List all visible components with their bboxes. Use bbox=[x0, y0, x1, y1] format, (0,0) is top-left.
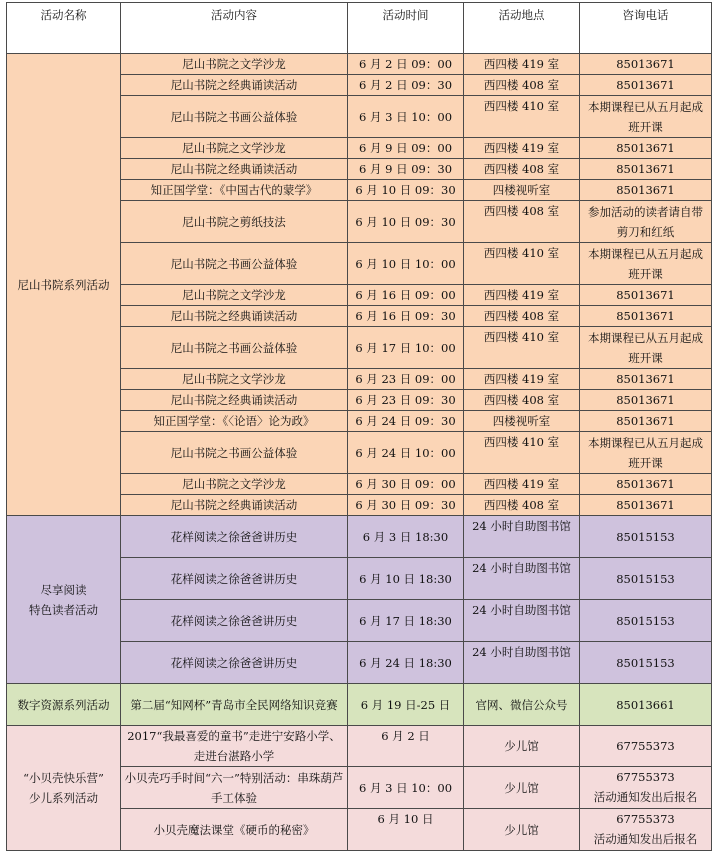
activity-content-cell: 第二届“知网杯”青岛市全民网络知识竞赛 bbox=[121, 684, 348, 726]
activity-content-cell: 花样阅读之徐爸爸讲历史 bbox=[121, 558, 348, 600]
activity-series-name: 尼山书院系列活动 bbox=[7, 54, 121, 516]
activity-content-cell: 花样阅读之徐爸爸讲历史 bbox=[121, 642, 348, 684]
activity-place-cell: 四楼视听室 bbox=[464, 411, 580, 432]
activity-place-cell: 西四楼 408 室 bbox=[464, 306, 580, 327]
activity-content-cell: 尼山书院之文学沙龙 bbox=[121, 138, 348, 159]
activity-series-name: 数字资源系列活动 bbox=[7, 684, 121, 726]
contact-phone-cell: 85013671 bbox=[580, 180, 712, 201]
activity-series-name: “小贝壳快乐营” 少儿系列活动 bbox=[7, 726, 121, 851]
activity-content-cell: 尼山书院之经典诵读活动 bbox=[121, 495, 348, 516]
activity-content-cell: 小贝壳魔法课堂《硬币的秘密》 bbox=[121, 809, 348, 851]
activity-place-cell: 西四楼 419 室 bbox=[464, 369, 580, 390]
contact-phone-cell: 85013671 bbox=[580, 285, 712, 306]
contact-phone-cell: 参加活动的读者请自带剪刀和红纸 bbox=[580, 201, 712, 243]
activity-time-cell: 6 月 19 日-25 日 bbox=[348, 684, 464, 726]
contact-phone-cell: 85013671 bbox=[580, 369, 712, 390]
activity-time-cell: 6 月 16 日 09：00 bbox=[348, 285, 464, 306]
activity-content-cell: 尼山书院之剪纸技法 bbox=[121, 201, 348, 243]
contact-phone-cell: 67755373 活动通知发出后报名 bbox=[580, 767, 712, 809]
activity-place-cell: 24 小时自助图书馆 bbox=[464, 600, 580, 642]
activity-place-cell: 西四楼 408 室 bbox=[464, 495, 580, 516]
activity-time-cell: 6 月 10 日 10：00 bbox=[348, 243, 464, 285]
activity-time-cell: 6 月 2 日 09：30 bbox=[348, 75, 464, 96]
contact-phone-cell: 85015153 bbox=[580, 642, 712, 684]
activity-place-cell: 西四楼 408 室 bbox=[464, 390, 580, 411]
activity-place-cell: 西四楼 419 室 bbox=[464, 474, 580, 495]
activity-place-cell: 少儿馆 bbox=[464, 809, 580, 851]
contact-phone-cell: 67755373 bbox=[580, 726, 712, 767]
activity-content-cell: 尼山书院之经典诵读活动 bbox=[121, 390, 348, 411]
activity-time-cell: 6 月 17 日 18:30 bbox=[348, 600, 464, 642]
activity-place-cell: 西四楼 410 室 bbox=[464, 432, 580, 474]
activity-content-cell: 知正国学堂：《〈论语〉论为政》 bbox=[121, 411, 348, 432]
contact-phone-cell: 本期课程已从五月起成班开课 bbox=[580, 432, 712, 474]
activity-content-cell: 尼山书院之文学沙龙 bbox=[121, 54, 348, 75]
activity-content-cell: 尼山书院之书画公益体验 bbox=[121, 96, 348, 138]
contact-phone-cell: 本期课程已从五月起成班开课 bbox=[580, 96, 712, 138]
contact-phone-cell: 85015153 bbox=[580, 558, 712, 600]
activity-time-cell: 6 月 24 日 09：30 bbox=[348, 411, 464, 432]
activity-place-cell: 西四楼 419 室 bbox=[464, 54, 580, 75]
activity-place-cell: 西四楼 408 室 bbox=[464, 159, 580, 180]
activity-content-cell: 花样阅读之徐爸爸讲历史 bbox=[121, 600, 348, 642]
activity-time-cell: 6 月 16 日 09：30 bbox=[348, 306, 464, 327]
activity-time-cell: 6 月 30 日 09：30 bbox=[348, 495, 464, 516]
contact-phone-cell: 85013671 bbox=[580, 75, 712, 96]
activity-place-cell: 24 小时自助图书馆 bbox=[464, 642, 580, 684]
activity-series-name: 尽享阅读 特色读者活动 bbox=[7, 516, 121, 684]
table-row bbox=[7, 516, 712, 558]
activity-time-cell: 6 月 3 日 10：00 bbox=[348, 767, 464, 809]
activity-time-cell: 6 月 17 日 10：00 bbox=[348, 327, 464, 369]
header-contact-phone: 咨询电话 bbox=[580, 3, 712, 54]
activity-place-cell: 24 小时自助图书馆 bbox=[464, 558, 580, 600]
contact-phone-cell: 85015153 bbox=[580, 600, 712, 642]
activity-time-cell: 6 月 24 日 10：00 bbox=[348, 432, 464, 474]
contact-phone-cell: 85013661 bbox=[580, 684, 712, 726]
activity-time-cell: 6 月 10 日 bbox=[348, 809, 464, 851]
activity-content-cell: 尼山书院之文学沙龙 bbox=[121, 285, 348, 306]
activity-time-cell: 6 月 9 日 09：00 bbox=[348, 138, 464, 159]
contact-phone-cell: 85015153 bbox=[580, 516, 712, 558]
activity-place-cell: 少儿馆 bbox=[464, 726, 580, 767]
contact-phone-cell: 85013671 bbox=[580, 495, 712, 516]
table-header-row bbox=[7, 3, 712, 54]
activity-place-cell: 西四楼 410 室 bbox=[464, 243, 580, 285]
activity-content-cell: 尼山书院之经典诵读活动 bbox=[121, 306, 348, 327]
activity-time-cell: 6 月 24 日 18:30 bbox=[348, 642, 464, 684]
contact-phone-cell: 本期课程已从五月起成班开课 bbox=[580, 243, 712, 285]
table-row bbox=[7, 54, 712, 75]
activity-time-cell: 6 月 2 日 bbox=[348, 726, 464, 767]
contact-phone-cell: 本期课程已从五月起成班开课 bbox=[580, 327, 712, 369]
activity-content-cell: 尼山书院之书画公益体验 bbox=[121, 432, 348, 474]
activity-time-cell: 6 月 23 日 09：30 bbox=[348, 390, 464, 411]
activity-time-cell: 6 月 3 日 10：00 bbox=[348, 96, 464, 138]
contact-phone-cell: 85013671 bbox=[580, 306, 712, 327]
activity-content-cell: 尼山书院之经典诵读活动 bbox=[121, 159, 348, 180]
activity-time-cell: 6 月 10 日 09：30 bbox=[348, 180, 464, 201]
activity-time-cell: 6 月 23 日 09：00 bbox=[348, 369, 464, 390]
activity-place-cell: 西四楼 410 室 bbox=[464, 327, 580, 369]
activity-time-cell: 6 月 10 日 09：30 bbox=[348, 201, 464, 243]
header-activity-time: 活动时间 bbox=[348, 3, 464, 54]
activity-time-cell: 6 月 9 日 09：30 bbox=[348, 159, 464, 180]
header-activity-content: 活动内容 bbox=[121, 3, 348, 54]
activity-content-cell: 知正国学堂：《中国古代的蒙学》 bbox=[121, 180, 348, 201]
activity-content-cell: 尼山书院之文学沙龙 bbox=[121, 474, 348, 495]
header-activity-name: 活动名称 bbox=[7, 3, 121, 54]
activity-time-cell: 6 月 10 日 18:30 bbox=[348, 558, 464, 600]
contact-phone-cell: 85013671 bbox=[580, 474, 712, 495]
activity-time-cell: 6 月 30 日 09：00 bbox=[348, 474, 464, 495]
activity-place-cell: 官网、微信公众号 bbox=[464, 684, 580, 726]
activity-place-cell: 四楼视听室 bbox=[464, 180, 580, 201]
contact-phone-cell: 85013671 bbox=[580, 159, 712, 180]
activity-place-cell: 少儿馆 bbox=[464, 767, 580, 809]
contact-phone-cell: 85013671 bbox=[580, 54, 712, 75]
activity-content-cell: 小贝壳巧手时间“六一”特别活动：串珠葫芦手工体验 bbox=[121, 767, 348, 809]
activity-schedule-table bbox=[6, 2, 712, 851]
activity-time-cell: 6 月 2 日 09：00 bbox=[348, 54, 464, 75]
activity-content-cell: 尼山书院之文学沙龙 bbox=[121, 369, 348, 390]
activity-place-cell: 西四楼 408 室 bbox=[464, 201, 580, 243]
activity-content-cell: 尼山书院之书画公益体验 bbox=[121, 327, 348, 369]
activity-content-cell: 花样阅读之徐爸爸讲历史 bbox=[121, 516, 348, 558]
activity-content-cell: 尼山书院之书画公益体验 bbox=[121, 243, 348, 285]
table-row bbox=[7, 684, 712, 726]
activity-place-cell: 24 小时自助图书馆 bbox=[464, 516, 580, 558]
activity-time-cell: 6 月 3 日 18:30 bbox=[348, 516, 464, 558]
contact-phone-cell: 85013671 bbox=[580, 138, 712, 159]
activity-place-cell: 西四楼 419 室 bbox=[464, 138, 580, 159]
activity-place-cell: 西四楼 408 室 bbox=[464, 75, 580, 96]
activity-place-cell: 西四楼 419 室 bbox=[464, 285, 580, 306]
contact-phone-cell: 85013671 bbox=[580, 390, 712, 411]
table-row bbox=[7, 726, 712, 767]
contact-phone-cell: 67755373 活动通知发出后报名 bbox=[580, 809, 712, 851]
contact-phone-cell: 85013671 bbox=[580, 411, 712, 432]
activity-content-cell: 2017“我最喜爱的童书”走进宁安路小学、走进台湛路小学 bbox=[121, 726, 348, 767]
header-activity-place: 活动地点 bbox=[464, 3, 580, 54]
activity-content-cell: 尼山书院之经典诵读活动 bbox=[121, 75, 348, 96]
activity-place-cell: 西四楼 410 室 bbox=[464, 96, 580, 138]
